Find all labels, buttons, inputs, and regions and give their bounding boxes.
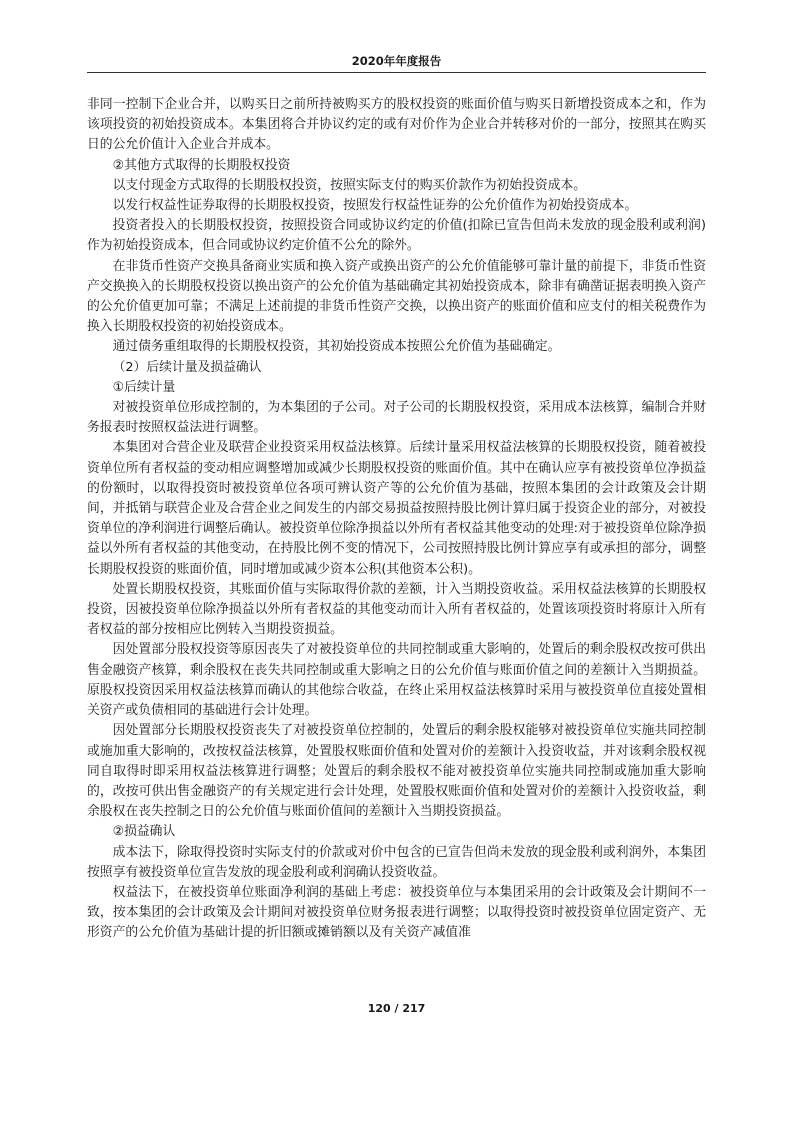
- paragraph: 本集团对合营企业及联营企业投资采用权益法核算。后续计量采用权益法核算的长期股权投资，随着被投资单位所有者权益的变动相应调整增加或减少长期股权投资的账面价值。其中在确认应享有被投资单位净损益的份额时，以取得投资时被投资单位各项可辨认资产等的公允价值为基础，按照本集团的会计政策及会计期间，并抵销与联营企业及合营企业之间发生的内部交易损益按照持股比例计算归属于投资企业的部分，对被投资单位的净利润进行调整后确认。被投资单位除净损益以外所有者权益其他变动的处理:对于被投资单位除净损益以外所有者权益的其他变动，在持股比例不变的情况下，公司按照持股比例计算应享有或承担的部分，调整长期股权投资的账面价值，同时增加或减少资本公积(其他资本公积)。: [87, 440, 706, 577]
- page-header: [87, 52, 706, 73]
- report-title: 2020年年度报告: [351, 54, 442, 68]
- paragraph: 处置长期股权投资，其账面价值与实际取得价款的差额，计入当期投资收益。采用权益法核算的长期股权投资，因被投资单位除净损益以外所有者权益的其他变动而计入所有者权益的，处置该项投资时将原计入所有者权益的部分按相应比例转入当期投资损益。: [87, 581, 706, 638]
- page-footer: [0, 1002, 793, 1015]
- paragraph: 以支付现金方式取得的长期股权投资，按照实际支付的购买价款作为初始投资成本。: [112, 177, 587, 193]
- section-heading: ①后续计量: [112, 379, 176, 395]
- paragraph: 权益法下，在被投资单位账面净利润的基础上考虑：被投资单位与本集团采用的会计政策及会计期间不一致，按本集团的会计政策及会计期间对被投资单位财务报表进行调整；以取得投资时被投资单位固定资产、无形资产的公允价值为基础计提的折旧额或摊销额以及有关资产减值准: [87, 884, 706, 941]
- paragraph: 投资者投入的长期股权投资，按照投资合同或协议约定的价值(扣除已宣告但尚未发放的现金股利或利润)作为初始投资成本，但合同或协议约定价值不公允的除外。: [87, 218, 706, 254]
- paragraph: 在非货币性资产交换具备商业实质和换入资产或换出资产的公允价值能够可靠计量的前提下，非货币性资产交换换入的长期股权投资以换出资产的公允价值为基础确定其初始投资成本，除非有确凿证据表明换入资产的公允价值更加可靠；不满足上述前提的非货币性资产交换，以换出资产的账面价值和应支付的相关税费作为换入长期股权投资的初始投资成本。: [87, 258, 706, 335]
- page-number: 120 / 217: [367, 1002, 426, 1015]
- paragraph: 以发行权益性证券取得的长期股权投资，按照发行权益性证券的公允价值作为初始投资成本。: [112, 198, 638, 214]
- section-heading: ②损益确认: [112, 824, 176, 840]
- paragraph: 对被投资单位形成控制的，为本集团的子公司。对子公司的长期股权投资，采用成本法核算，编制合并财务报表时按照权益法进行调整。: [87, 400, 706, 436]
- paragraph: 因处置部分长期股权投资丧失了对被投资单位控制的，处置后的剩余股权能够对被投资单位实施共同控制或施加重大影响的，改按权益法核算，处置股权账面价值和处置对价的差额计入投资收益，并对该剩余股权视同自取得时即采用权益法核算进行调整；处置后的剩余股权不能对被投资单位实施共同控制或施加重大影响的，改按可供出售金融资产的有关规定进行会计处理，处置股权账面价值和处置对价的差额计入投资收益，剩余股权在丧失控制之日的公允价值与账面价值间的差额计入当期投资损益。: [87, 723, 706, 820]
- paragraph: 非同一控制下企业合并，以购买日之前所持被购买方的股权投资的账面价值与购买日新增投资成本之和，作为该项投资的初始投资成本。本集团将合并协议约定的或有对价作为企业合并转移对价的一部分，按照其在购买日的公允价值计入企业合并成本。: [87, 97, 706, 153]
- paragraph: 成本法下，除取得投资时实际支付的价款或对价中包含的已宣告但尚未发放的现金股利或利润外，本集团按照享有被投资单位宣告发放的现金股利或利润确认投资收益。: [87, 844, 706, 880]
- paragraph: 因处置部分股权投资等原因丧失了对被投资单位的共同控制或重大影响的，处置后的剩余股权改按可供出售金融资产核算，剩余股权在丧失共同控制或重大影响之日的公允价值与账面价值之间的差额计入当期损益。原股权投资因采用权益法核算而确认的其他综合收益，在终止采用权益法核算时采用与被投资单位直接处置相关资产或负债相同的基础进行会计处理。: [87, 642, 706, 719]
- section-heading: （2）后续计量及损益确认: [112, 359, 262, 375]
- paragraph: 通过债务重组取得的长期股权投资，其初始投资成本按照公允价值为基础确定。: [112, 339, 561, 355]
- section-heading: ②其他方式取得的长期股权投资: [112, 157, 291, 173]
- page-body: [87, 95, 706, 944]
